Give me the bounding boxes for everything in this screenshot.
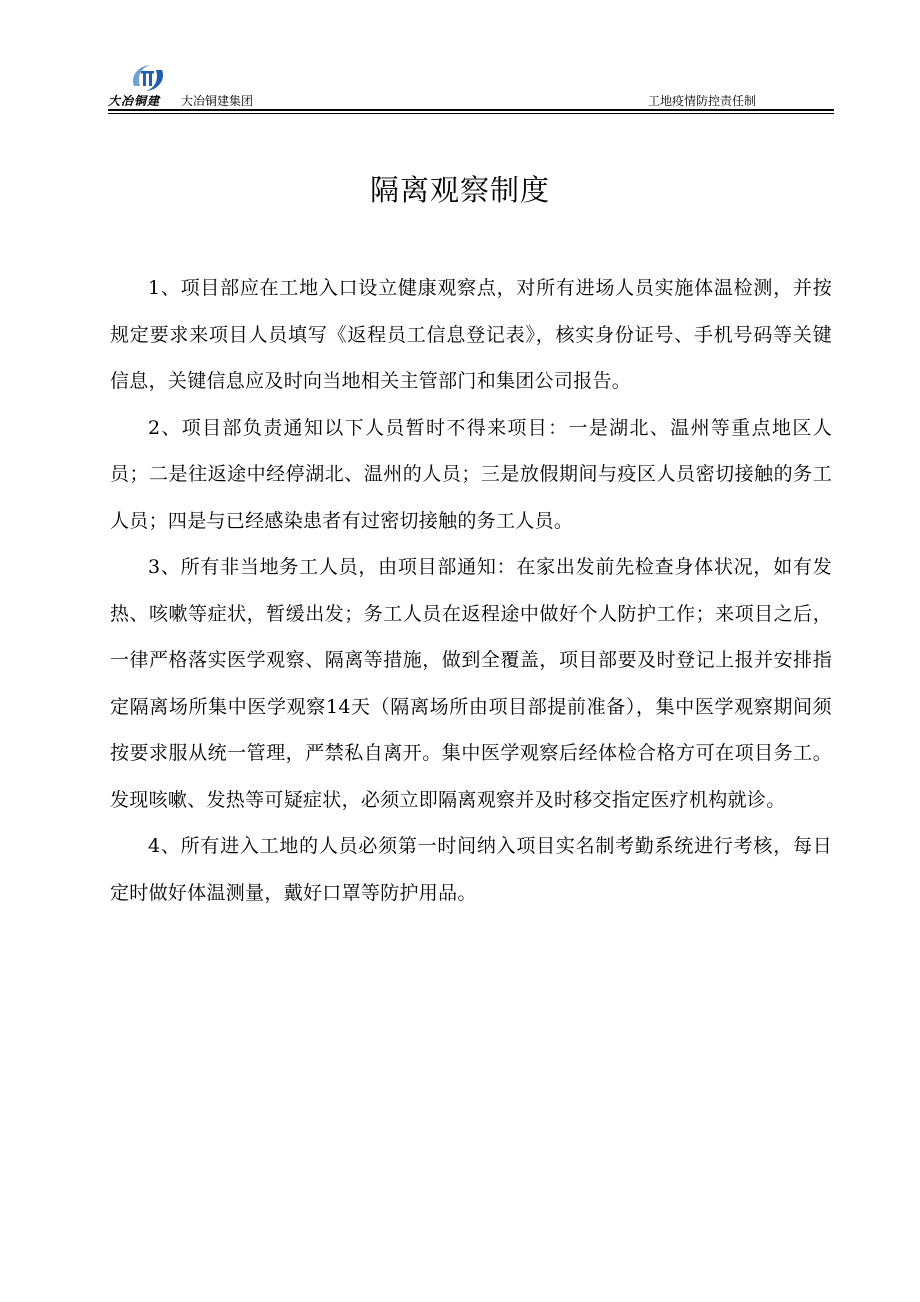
company-logo-icon [128,62,168,94]
page-title: 隔离观察制度 [369,173,550,207]
header-rule-thick [108,109,834,111]
page-header [108,62,834,112]
paragraph-3: 3、所有非当地务工人员，由项目部通知：在家出发前先检查身体状况，如有发热、咳嗽等症状，暂缓出发；务工人员在返程途中做好个人防护工作；来项目之后，一律严格落实医学观察、隔离等措施，做到全覆盖，项目部要及时登记上报并安排指定隔离场所集中医学观察14天（隔离场所由项目部提前准备），集中医学观察期间须按要求服从统一管理，严禁私自离开。集中医学观察后经体检合格方可在项目务工。发现咳嗽、发热等可疑症状，必须立即隔离观察并及时移交指定医疗机构就诊。 [110,556,832,811]
document-body [110,265,832,916]
logo-script-text: 大冶铜建 [108,94,161,108]
paragraph-4: 4、所有进入工地的人员必须第一时间纳入项目实名制考勤系统进行考核，每日定时做好体温测量，戴好口罩等防护用品。 [110,835,832,904]
paragraph-1: 1、项目部应在工地入口设立健康观察点，对所有进场人员实施体温检测，并按规定要求来项目人员填写《返程员工信息登记表》，核实身份证号、手机号码等关键信息，关键信息应及时向当地相关主管部门和集团公司报告。 [110,277,832,392]
header-rule-thin [108,113,834,114]
document-type: 工地疫情防控责任制 [647,94,756,108]
paragraph-2: 2、项目部负责通知以下人员暂时不得来项目：一是湖北、温州等重点地区人员；二是往返途中经停湖北、温州的人员；三是放假期间与疫区人员密切接触的务工人员；四是与已经感染患者有过密切接触的务工人员。 [110,416,832,532]
company-name: 大冶铜建集团 [181,94,254,108]
